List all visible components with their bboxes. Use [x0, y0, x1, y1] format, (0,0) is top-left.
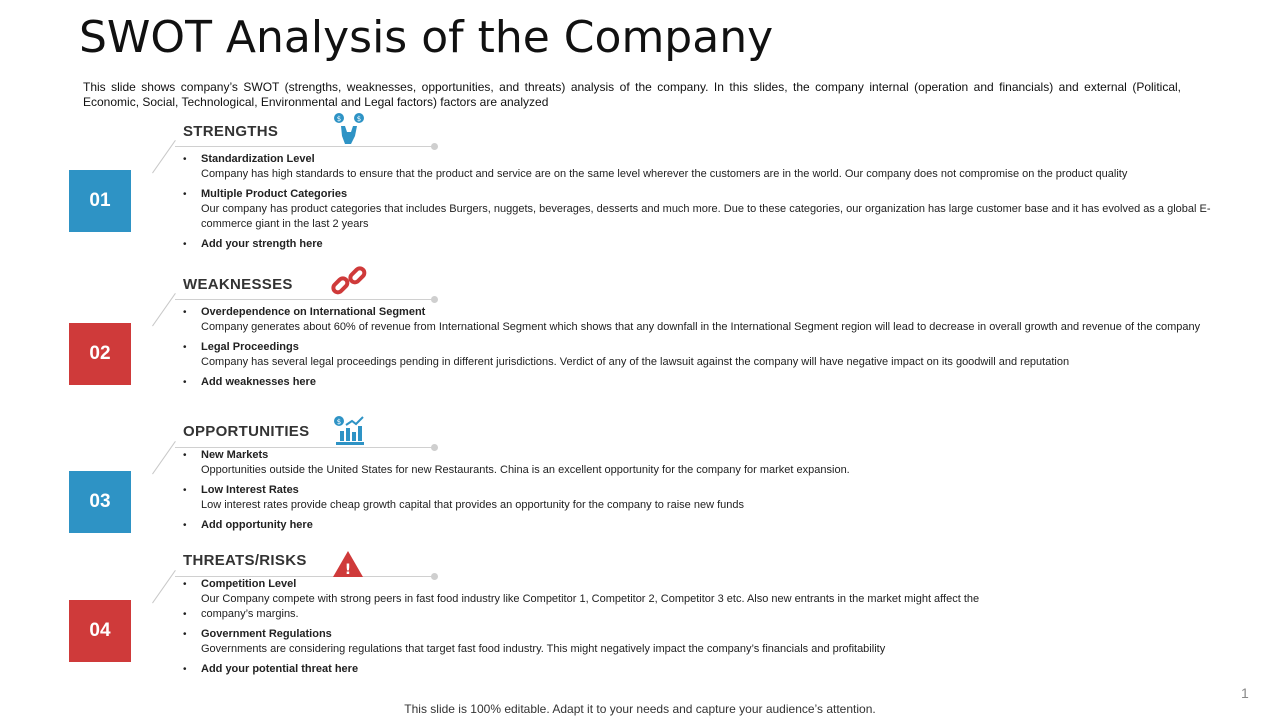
divider-dot — [431, 143, 438, 150]
svg-text:$: $ — [356, 115, 362, 123]
section-heading-weaknesses: WEAKNESSES — [183, 276, 293, 293]
list-item: • Legal Proceedings Company has several legal proceedings pending in different jurisdictions. Verdict of any of the lawsuit against the company will have negative impact on its goodwill and reputation — [183, 340, 1223, 370]
divider-line — [175, 146, 433, 147]
connector-line — [152, 570, 176, 603]
list-item: • Government Regulations Governments are considering regulations that target fast food industry. This might negatively impact the company’s financials and profitability — [183, 627, 1223, 657]
connector-line — [152, 140, 176, 173]
footer-text: This slide is 100% editable. Adapt it to your needs and capture your audience’s attention. — [404, 702, 876, 716]
list-item: • Competition Level Our Company compete with strong peers in fast food industry like Competitor 1, Competitor 2, Competitor 3 etc. Also new entrants in the market might affect the — [183, 577, 1223, 607]
opportunities-list — [183, 448, 1223, 538]
section-heading-opportunities: OPPORTUNITIES — [183, 423, 310, 440]
section-number-threats: 04 — [69, 600, 131, 662]
list-item: • Standardization Level Company has high standards to ensure that the product and service are on the same level wherever the customers are in the world. Our company does not compromise on the product quality — [183, 152, 1223, 182]
svg-text:$: $ — [336, 418, 342, 426]
list-item: • company’s margins. — [183, 607, 1223, 622]
weaknesses-list — [183, 305, 1223, 395]
section-number-strengths: 01 — [69, 170, 131, 232]
list-item: • Low Interest Rates Low interest rates provide cheap growth capital that provides an opportunity for the company to raise new funds — [183, 483, 1223, 513]
list-item: • New Markets Opportunities outside the United States for new Restaurants. China is an excellent opportunity for the company for market expansion. — [183, 448, 1223, 478]
svg-text:!: ! — [344, 562, 352, 578]
section-number-weaknesses: 02 — [69, 323, 131, 385]
list-item: • Add your strength here — [183, 237, 1223, 252]
strengths-list — [183, 152, 1223, 257]
list-item: • Add your potential threat here — [183, 662, 1223, 677]
svg-text:$: $ — [336, 115, 342, 123]
page-title: SWOT Analysis of the Company — [79, 12, 774, 63]
connector-line — [152, 441, 176, 474]
list-item: • Add weaknesses here — [183, 375, 1223, 390]
broken-chain-icon — [330, 263, 368, 304]
growth-chart-icon — [332, 415, 366, 452]
list-item: • Multiple Product Categories Our company has product categories that includes Burgers, nuggets, beverages, desserts and much more. Due to these categories, our organization has large customer base and it has evolved as a global E-commerce giant in the last 2 years — [183, 187, 1223, 232]
divider-line — [175, 299, 433, 300]
section-number-opportunities: 03 — [69, 471, 131, 533]
section-heading-strengths: STRENGTHS — [183, 123, 279, 140]
section-heading-threats: THREATS/RISKS — [183, 552, 307, 569]
divider-dot — [431, 296, 438, 303]
list-item: • Overdependence on International Segment Company generates about 60% of revenue from International Segment which shows that any downfall in the International Segment region will lead to decrease in overall growth and revenue of the company — [183, 305, 1223, 335]
hands-money-icon — [331, 112, 367, 151]
threats-list — [183, 577, 1223, 682]
connector-line — [152, 293, 176, 326]
page-number: 1 — [1241, 685, 1249, 701]
list-item: • Add opportunity here — [183, 518, 1223, 533]
intro-text: This slide shows company’s SWOT (strengths, weaknesses, opportunities, and threats) analysis of the company. In this slides, the company internal (operation and financials) and external (Political, Economic, Social, Technological, Environmental and Legal factors) factors are analyzed — [83, 80, 1181, 109]
